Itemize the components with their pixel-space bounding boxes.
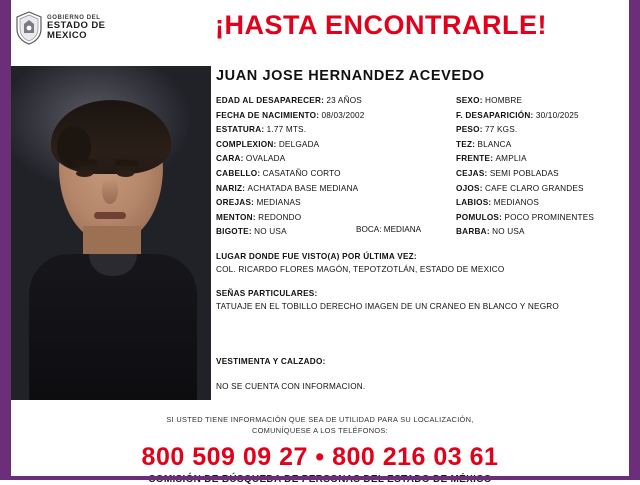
footer-line-1: SI USTED TIENE INFORMACIÓN QUE SEA DE UTILIDAD PARA SU LOCALIZACIÓN, [166, 415, 474, 424]
left-purple-bar [0, 0, 11, 480]
field-key: EDAD AL DESAPARECER: [216, 96, 325, 105]
footer-line-2: COMUNÍQUESE A LOS TELÉFONOS: [252, 425, 388, 435]
poster-headline: ¡HASTA ENCONTRARLE! [215, 10, 547, 40]
field-value: ACHATADA BASE MEDIANA [247, 183, 359, 193]
field-key: CEJAS: [456, 168, 488, 178]
field-key: TEZ: [456, 139, 476, 149]
field-key: OREJAS: [216, 198, 255, 208]
field-row [456, 167, 626, 182]
field-key: BIGOTE: [216, 227, 252, 237]
field-value: NO USA [254, 227, 287, 237]
field-row [456, 109, 626, 124]
field-key: CABELLO: [216, 168, 261, 178]
field-value: REDONDO [258, 212, 302, 222]
field-key: BOCA: [356, 225, 382, 234]
government-logo [15, 8, 131, 48]
field-row [456, 196, 626, 211]
clothing-label: VESTIMENTA Y CALZADO: [216, 357, 326, 366]
field-row [216, 152, 452, 167]
person-name: JUAN JOSE HERNANDEZ ACEVEDO [216, 68, 485, 84]
field-value: MEDIANOS [493, 198, 539, 208]
person-data-panel [216, 64, 628, 244]
photo-eye-right [117, 170, 134, 177]
field-value: 08/03/2002 [321, 110, 365, 120]
field-row [216, 94, 452, 109]
field-row [216, 211, 452, 226]
field-row [216, 123, 452, 138]
field-key: PESO: [456, 125, 483, 135]
field-key: F. DESAPARICIÓN: [456, 110, 534, 120]
field-value: SEMI POBLADAS [489, 168, 559, 178]
field-value: CASATAÑO CORTO [262, 168, 341, 178]
person-photo [11, 66, 211, 400]
photo-nose [102, 178, 118, 204]
contact-phone-numbers: 800 509 09 27 • 800 216 03 61 [141, 443, 499, 471]
field-row [456, 182, 626, 197]
field-value: POCO PROMINENTES [504, 212, 595, 222]
field-key: SEXO: [456, 96, 483, 105]
field-row [456, 94, 626, 109]
field-key: COMPLEXION: [216, 139, 277, 149]
field-key: NARIZ: [216, 183, 246, 193]
distinguishing-marks-label: SEÑAS PARTICULARES: [216, 289, 318, 298]
field-value: MEDIANA [383, 225, 422, 234]
field-key: ESTATURA: [216, 125, 265, 135]
field-value: AMPLIA [495, 154, 527, 164]
field-key: OJOS: [456, 183, 483, 193]
field-row [456, 123, 626, 138]
clothing-value: NO SE CUENTA CON INFORMACION. [216, 382, 366, 391]
field-key: LABIOS: [456, 198, 492, 208]
field-row [456, 152, 626, 167]
field-key: CARA: [216, 154, 244, 164]
attribute-columns [216, 94, 628, 244]
last-seen-label: LUGAR DONDE FUE VISTO(A) POR ÚLTIMA VEZ: [216, 252, 417, 261]
attributes-left-column [216, 94, 452, 240]
distinguishing-marks-value: TATUAJE EN EL TOBILLO DERECHO IMAGEN DE UN CRANEO EN BLANCO Y NEGRO [216, 302, 559, 311]
last-seen-value: COL. RICARDO FLORES MAGÓN, TEPOTZOTLÁN, ESTADO DE MEXICO [216, 265, 505, 274]
photo-mouth [94, 212, 126, 219]
logo-line-2: ESTADO DE MEXICO [47, 20, 106, 42]
field-key: FECHA DE NACIMIENTO: [216, 110, 320, 120]
field-row [216, 138, 452, 153]
state-emblem-icon [15, 11, 43, 45]
field-row [216, 196, 452, 211]
right-purple-bar [629, 0, 640, 480]
logo-text [47, 15, 131, 41]
poster-footer [11, 415, 629, 485]
field-value: 77 KGS. [485, 125, 518, 135]
clothing-block [216, 355, 616, 393]
field-row [216, 182, 452, 197]
field-row [216, 109, 452, 124]
field-row-boca [356, 225, 421, 234]
field-key: FRENTE: [456, 154, 494, 164]
field-key: MENTON: [216, 212, 256, 222]
field-value: DELGADA [278, 139, 320, 149]
photo-eye-left [76, 170, 93, 177]
photo-hair [51, 100, 171, 174]
field-value: 30/10/2025 [535, 110, 579, 120]
photo-shirt [29, 254, 197, 400]
bottom-purple-rule [11, 476, 629, 480]
logo-line-1: GOBIERNO DEL [47, 14, 101, 21]
field-value: 23 AÑOS [326, 96, 362, 105]
field-value: OVALADA [245, 154, 286, 164]
field-key: POMULOS: [456, 212, 503, 222]
distinguishing-marks-block [216, 287, 616, 313]
field-value: 1.77 MTS. [266, 125, 307, 135]
last-seen-block [216, 250, 616, 276]
field-key: BARBA: [456, 227, 490, 237]
field-row [456, 225, 626, 240]
field-value: CAFE CLARO GRANDES [485, 183, 584, 193]
field-row [456, 211, 626, 226]
field-value: MEDIANAS [256, 198, 301, 208]
field-value: BLANCA [477, 139, 512, 149]
field-row [216, 167, 452, 182]
photo-background [11, 66, 211, 400]
field-value: HOMBRE [485, 96, 523, 105]
field-row [456, 138, 626, 153]
field-value: NO USA [492, 227, 525, 237]
poster-header [11, 0, 629, 58]
attributes-right-column [456, 94, 626, 240]
